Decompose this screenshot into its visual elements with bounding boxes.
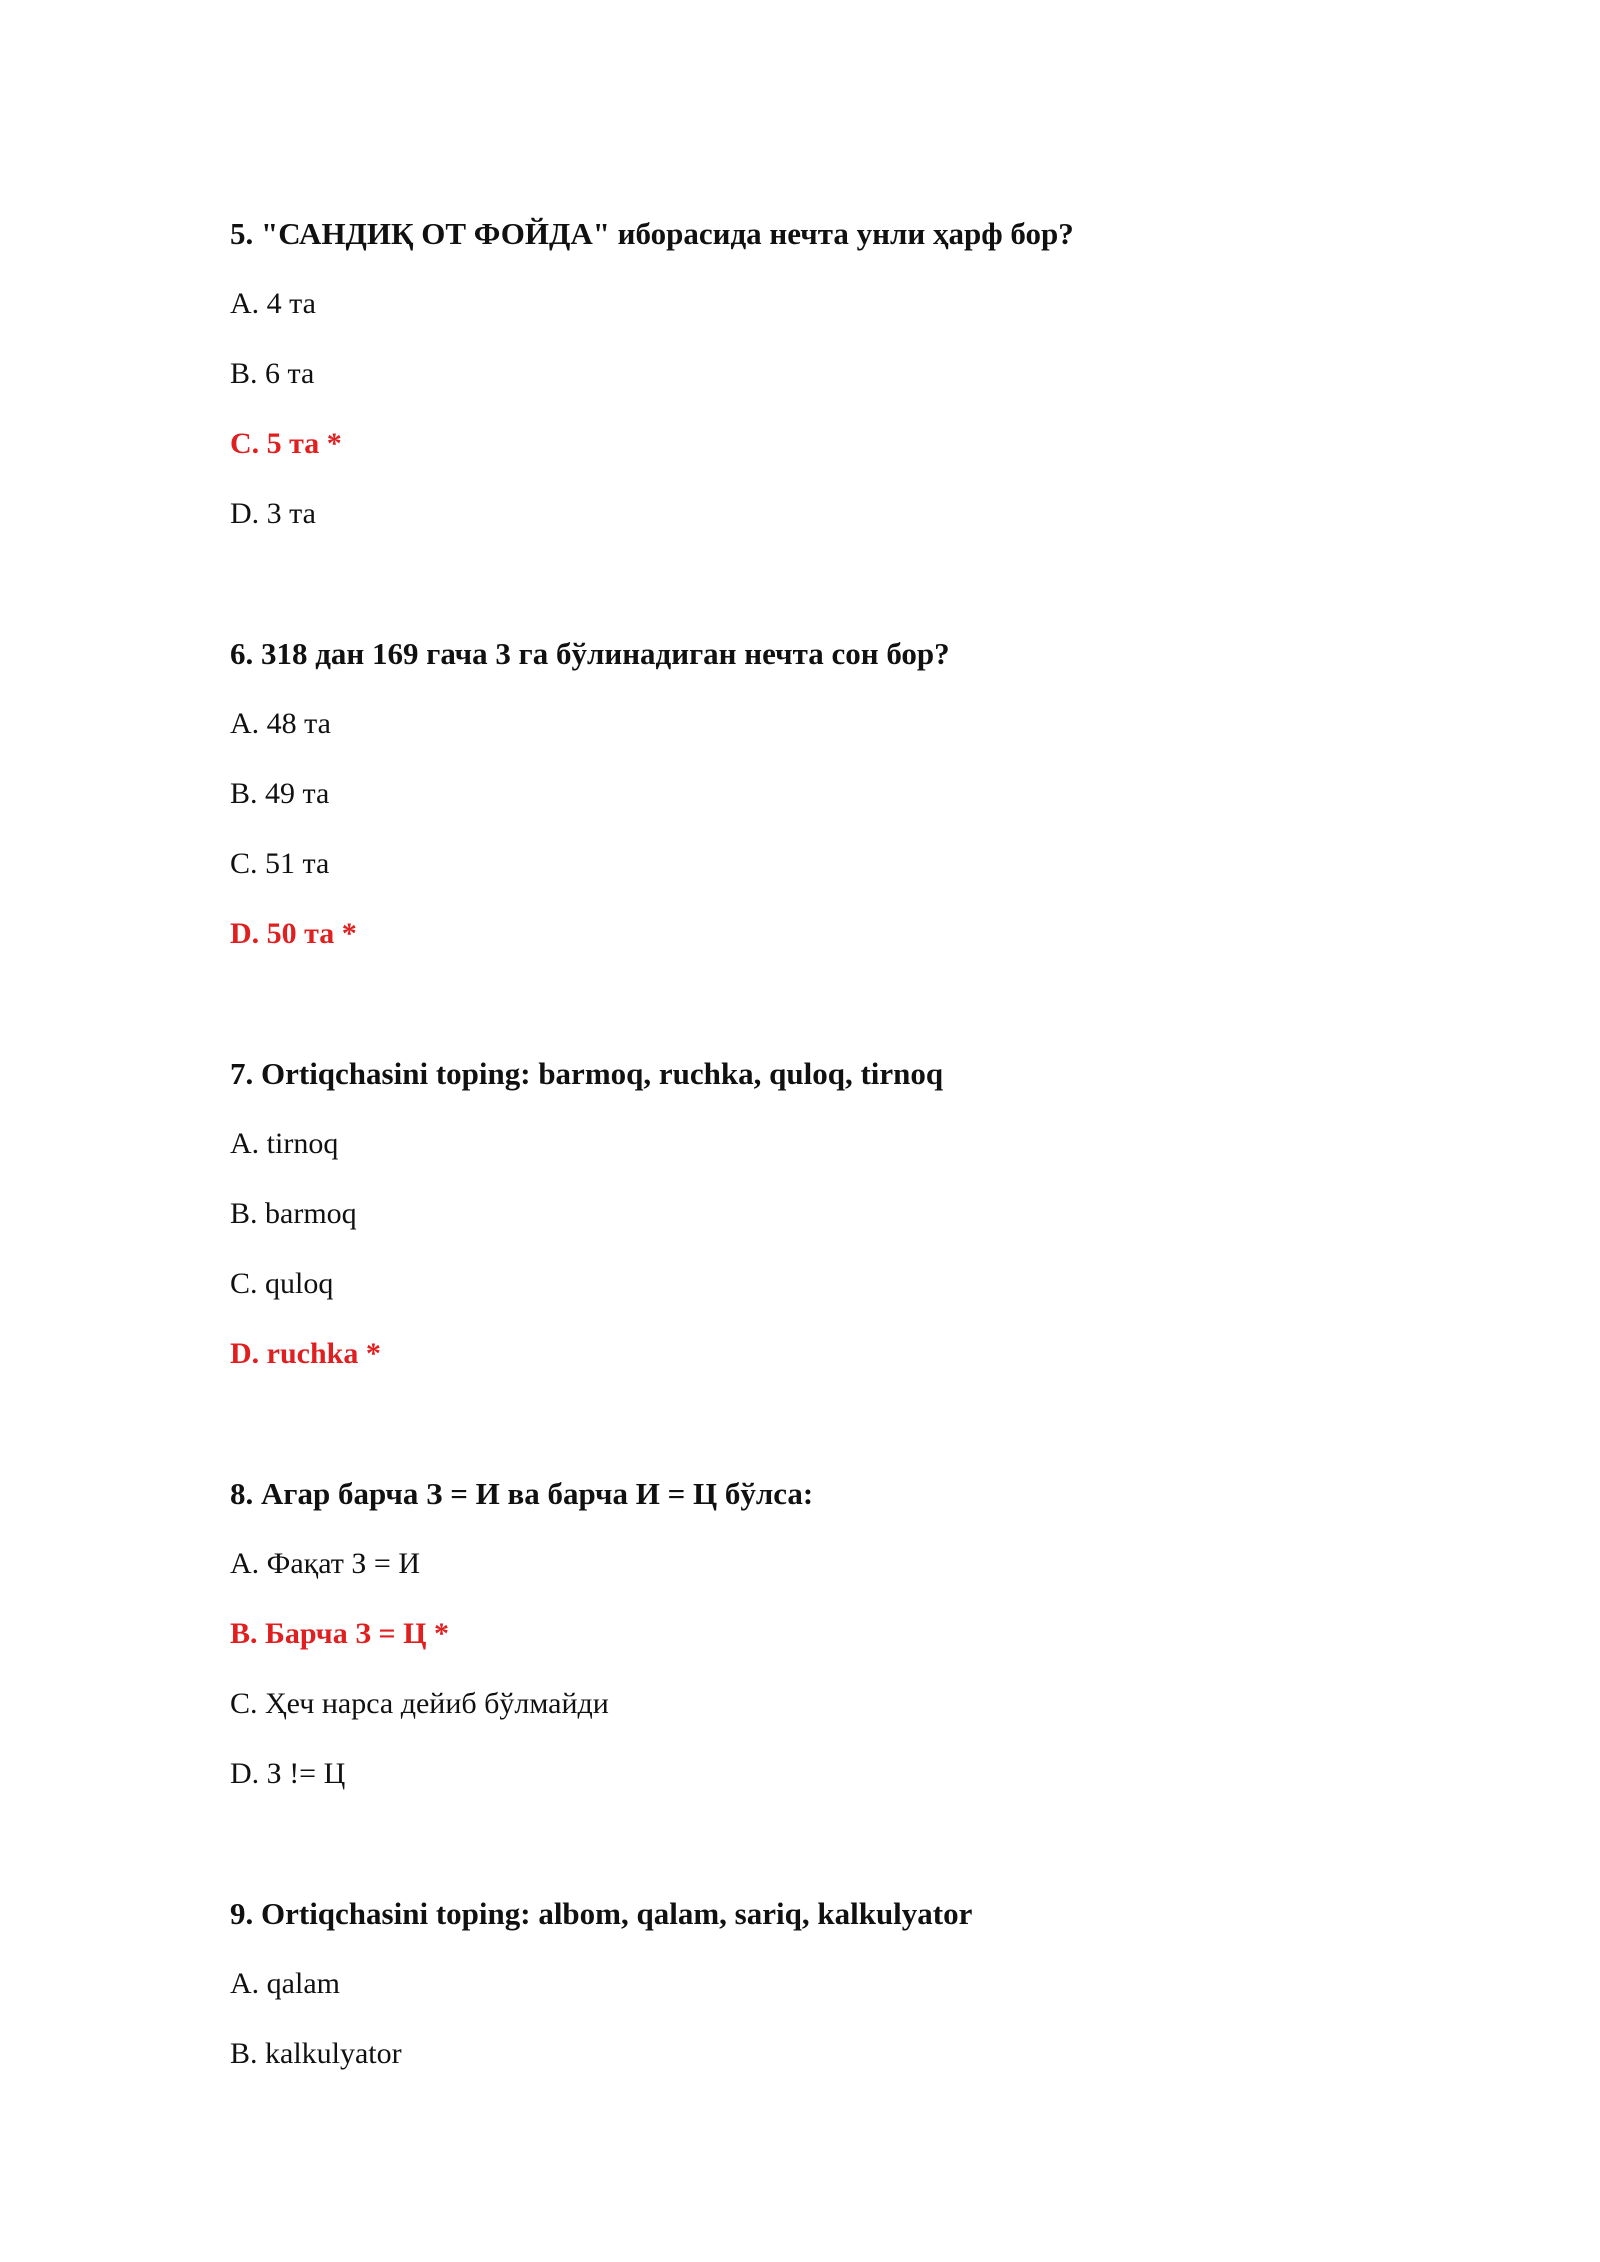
quiz-page [230,210,1470,2100]
question-9 [230,1890,1470,2078]
question-text: 9. Ortiqchasini toping: albom, qalam, sariq, kalkulyator [230,1896,973,1931]
spacer [230,1820,1470,1890]
option-d-correct: D. ruchka * [230,1337,381,1370]
option-b-correct: B. Барча З = Ц * [230,1617,449,1650]
option-c: C. Ҳеч нарса дейиб бўлмайди [230,1687,609,1720]
option-d-correct: D. 50 та * [230,917,357,950]
question-text: 6. 318 дан 169 гача 3 га бўлинадиган нечта сон бор? [230,636,950,671]
question-text: 5. "САНДИҚ ОТ ФОЙДА" иборасида нечта унли ҳарф бор? [230,216,1074,251]
option-b: B. 49 та [230,777,330,810]
option-d: D. 3 та [230,497,316,530]
option-a: A. 4 та [230,287,316,320]
question-7 [230,1050,1470,1378]
option-c: C. quloq [230,1267,334,1300]
option-b: B. 6 та [230,357,315,390]
option-c: C. 51 та [230,847,330,880]
option-b: B. barmoq [230,1197,357,1230]
spacer [230,560,1470,630]
question-6 [230,630,1470,958]
option-d: D. З != Ц [230,1757,346,1790]
question-text: 8. Агар барча З = И ва барча И = Ц бўлса: [230,1476,814,1511]
option-a: A. 48 та [230,707,331,740]
spacer [230,1400,1470,1470]
question-8 [230,1470,1470,1798]
option-a: A. tirnoq [230,1127,339,1160]
option-c-correct: C. 5 та * [230,427,342,460]
question-5 [230,210,1470,538]
option-b: B. kalkulyator [230,2037,402,2070]
option-a: A. Фақат З = И [230,1547,421,1580]
option-a: A. qalam [230,1967,340,2000]
question-text: 7. Ortiqchasini toping: barmoq, ruchka, quloq, tirnoq [230,1056,944,1091]
spacer [230,980,1470,1050]
